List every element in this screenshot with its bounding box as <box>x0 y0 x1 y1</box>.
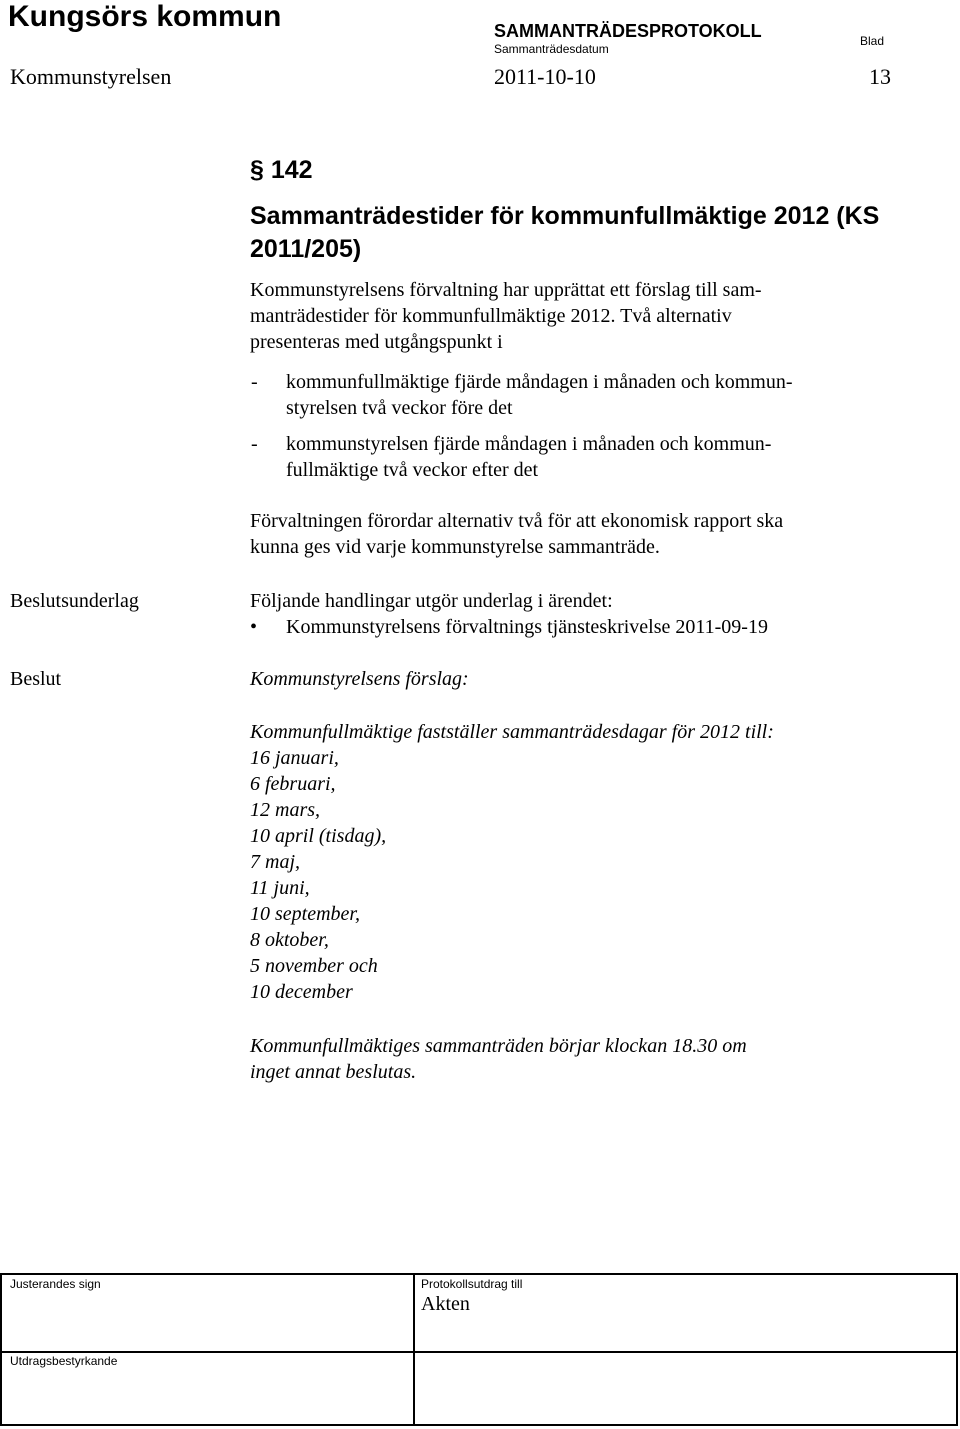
meeting-date-item: 8 oktober, <box>250 929 329 951</box>
decision-label: Beslut <box>10 668 62 690</box>
meeting-date-item: 11 juni, <box>250 877 310 899</box>
page-number: 13 <box>869 64 891 89</box>
option-2-line-1: kommunstyrelsen fjärde måndagen i månaden och kommun- <box>286 433 772 455</box>
organization-name: Kungsörs kommun <box>8 0 282 33</box>
option-1-line-1: kommunfullmäktige fjärde måndagen i månaden och kommun- <box>286 371 793 393</box>
meeting-date-item: 10 april (tisdag), <box>250 825 387 847</box>
start-time-statement <box>250 1033 747 1085</box>
intro-paragraph <box>250 277 762 355</box>
intro-line: manträdestider för kommunfullmäktige 2012. Två alternativ <box>250 305 732 327</box>
meeting-date-item: 12 mars, <box>250 799 321 821</box>
meeting-date-item: 6 februari, <box>250 773 336 795</box>
start-time-line: inget annat beslutas. <box>250 1061 417 1083</box>
recommendation-paragraph <box>250 508 783 560</box>
option-2-line-2: fullmäktige två veckor efter det <box>286 459 539 481</box>
table-divider <box>2 1351 956 1353</box>
option-1-line-2: styrelsen två veckor före det <box>286 397 513 419</box>
basis-heading: Följande handlingar utgör underlag i ärendet: <box>250 590 613 612</box>
meeting-date-item: 7 maj, <box>250 851 300 873</box>
committee-name: Kommunstyrelsen <box>10 64 172 89</box>
meeting-date-item: 16 januari, <box>250 747 339 769</box>
intro-line: presenteras med utgångspunkt i <box>250 331 503 353</box>
meeting-date-label: Sammanträdesdatum <box>494 42 609 56</box>
signature-table <box>0 1273 958 1426</box>
recommendation-line: kunna ges vid varje kommunstyrelse sammanträde. <box>250 536 660 558</box>
meeting-date-item: 10 september, <box>250 903 360 925</box>
meeting-date-item: 10 december <box>250 981 353 1003</box>
justerandes-sign-label: Justerandes sign <box>10 1277 101 1291</box>
option-marker: - <box>251 433 258 455</box>
bullet-icon: • <box>250 616 258 638</box>
start-time-line: Kommunfullmäktiges sammanträden börjar klockan 18.30 om <box>250 1035 747 1057</box>
recommendation-line: Förvaltningen förordar alternativ två för att ekonomisk rapport ska <box>250 510 784 532</box>
basis-document-item: Kommunstyrelsens förvaltnings tjänsteskrivelse 2011-09-19 <box>286 616 768 638</box>
section-title: Sammanträdestider för kommunfullmäktige 2012 (KS 2011/205) <box>250 202 880 263</box>
extract-certification-label: Utdragsbestyrkande <box>10 1354 118 1368</box>
basis-label: Beslutsunderlag <box>10 590 139 612</box>
meeting-date-item: 5 november och <box>250 955 378 977</box>
document-type: SAMMANTRÄDESPROTOKOLL <box>494 21 762 41</box>
decision-intro: Kommunfullmäktige fastställer sammanträdesdagar för 2012 till: <box>250 721 774 743</box>
paragraph-number: § 142 <box>250 156 313 184</box>
meeting-date: 2011-10-10 <box>494 64 596 89</box>
protocol-extract-value: Akten <box>421 1293 470 1315</box>
intro-line: Kommunstyrelsens förvaltning har upprättat ett förslag till sam- <box>250 279 762 301</box>
proposal-heading: Kommunstyrelsens förslag: <box>250 668 469 690</box>
meeting-dates-list <box>250 745 386 1005</box>
page-label: Blad <box>860 34 885 48</box>
option-marker: - <box>251 371 258 393</box>
protocol-extract-label: Protokollsutdrag till <box>421 1277 523 1291</box>
